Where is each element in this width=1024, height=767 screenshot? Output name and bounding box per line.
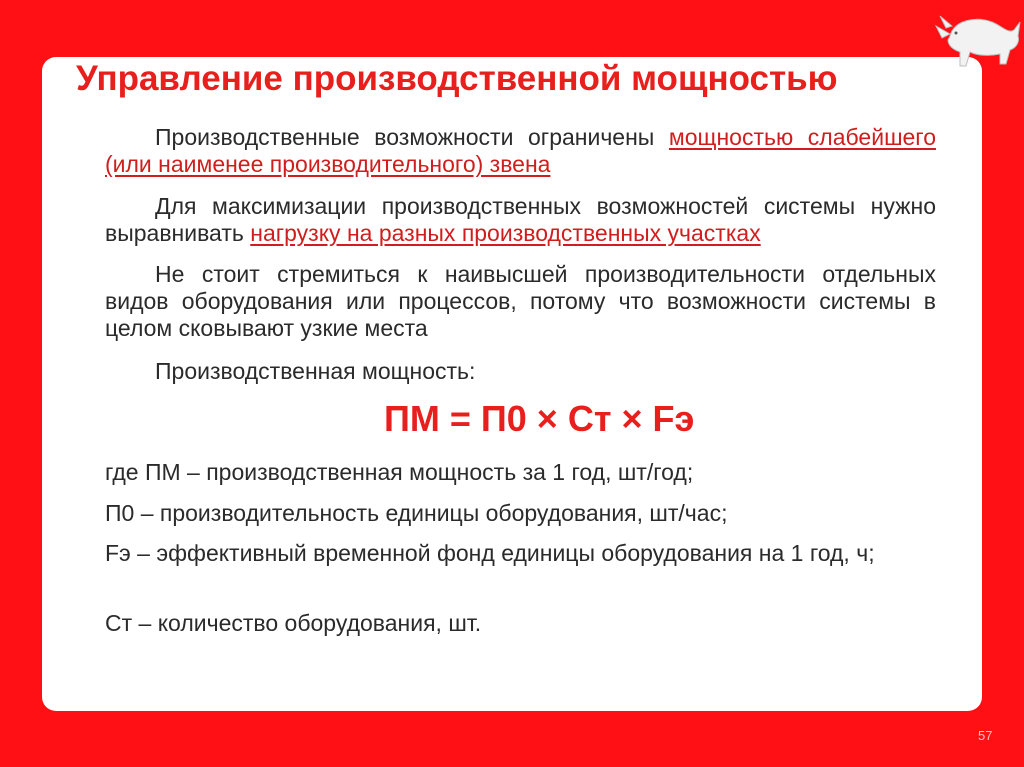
paragraph-text: Для максимизации производственных возможностей системы нужно выравнивать — [105, 193, 936, 246]
definition-p0: П0 – производительность единицы оборудования, шт/час; — [105, 500, 728, 526]
highlight-weakest-link: мощностью слабейшего (или наименее производительного) звена — [105, 124, 936, 177]
definition-pm: где ПМ – производственная мощность за 1 год, шт/год; — [105, 459, 694, 485]
page-number: 57 — [978, 728, 993, 743]
paragraph-capacity-label: Производственная мощность: — [155, 358, 476, 384]
slide-title: Управление производственной мощностью — [76, 59, 838, 98]
paragraph-capacity-limit — [105, 124, 936, 178]
paragraph-load-balancing — [105, 193, 936, 247]
highlight-load-sections: нагрузку на разных производственных участках — [250, 220, 761, 246]
definition-st: Ст – количество оборудования, шт. — [105, 610, 482, 636]
definition-fe: Fэ – эффективный временной фонд единицы оборудования на 1 год, ч; — [105, 540, 875, 566]
paragraph-text: Производственные возможности ограничены — [155, 124, 669, 150]
capacity-formula: ПМ = П0 × Ст × Fэ — [384, 398, 695, 439]
paragraph-bottlenecks: Не стоит стремиться к наивысшей производительности отдельных видов оборудования или процессов, потому что возможности системы в целом сковывают узкие места — [105, 261, 936, 341]
rhino-logo-icon — [930, 6, 1024, 70]
